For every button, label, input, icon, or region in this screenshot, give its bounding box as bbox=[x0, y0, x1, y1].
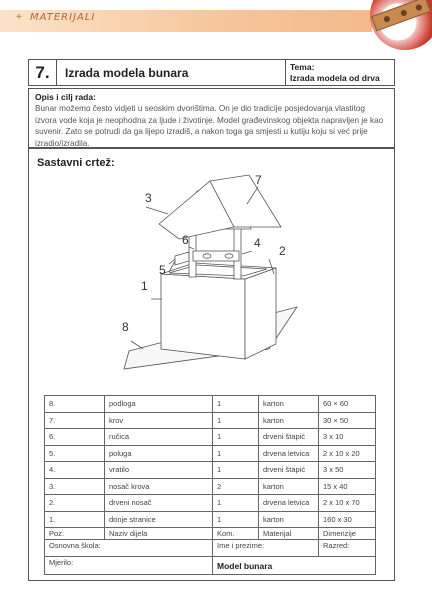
cell-name: poluga bbox=[105, 445, 213, 462]
callout-8: 8 bbox=[122, 320, 129, 334]
cell-dim: 2 x 10 x 70 bbox=[319, 495, 376, 512]
cell-qty: 1 bbox=[213, 462, 259, 479]
cell-qty: 1 bbox=[213, 396, 259, 413]
cell-material: drveni štapić bbox=[259, 462, 319, 479]
table-row bbox=[45, 396, 376, 413]
table-header-row bbox=[45, 528, 376, 540]
table-row bbox=[45, 462, 376, 479]
cell-material: karton bbox=[259, 511, 319, 528]
cell-material: drvena letvica bbox=[259, 445, 319, 462]
header-num: Poz. bbox=[45, 528, 105, 540]
cell-num: 4. bbox=[45, 462, 105, 479]
cell-dim: 3 x 10 bbox=[319, 429, 376, 446]
table-row bbox=[45, 429, 376, 446]
cell-dim: 15 x 40 bbox=[319, 478, 376, 495]
callout-2: 2 bbox=[279, 244, 286, 258]
table-row bbox=[45, 412, 376, 429]
cell-material: karton bbox=[259, 412, 319, 429]
table-row bbox=[45, 445, 376, 462]
cell-num: 5. bbox=[45, 445, 105, 462]
name-label: Ime i prezime: bbox=[213, 540, 319, 557]
page-header bbox=[0, 0, 432, 36]
cell-name: nosač krova bbox=[105, 478, 213, 495]
cell-dim: 3 x 50 bbox=[319, 462, 376, 479]
cell-num: 3. bbox=[45, 478, 105, 495]
cell-qty: 1 bbox=[213, 495, 259, 512]
description-heading: Opis i cilj rada: bbox=[35, 92, 96, 102]
tema-label: Tema: bbox=[290, 62, 315, 72]
table-row bbox=[45, 511, 376, 528]
scale-label: Mjerilo: bbox=[45, 557, 213, 575]
well-drawing bbox=[29, 169, 394, 394]
drawing-heading: Sastavni crtež: bbox=[37, 157, 115, 169]
stick-hole bbox=[400, 9, 408, 17]
cell-num: 1. bbox=[45, 511, 105, 528]
cell-num: 2. bbox=[45, 495, 105, 512]
cell-material: drveni štapić bbox=[259, 429, 319, 446]
cell-num: 6. bbox=[45, 429, 105, 446]
lesson-title: Izrada modela bunara bbox=[65, 66, 189, 80]
class-label: Razred: bbox=[319, 540, 376, 557]
cell-qty: 1 bbox=[213, 445, 259, 462]
cell-name: ručica bbox=[105, 429, 213, 446]
cell-name: krov bbox=[105, 412, 213, 429]
box-front bbox=[161, 274, 245, 359]
callout-5: 5 bbox=[159, 263, 166, 277]
cell-num: 7. bbox=[45, 412, 105, 429]
cell-qty: 2 bbox=[213, 478, 259, 495]
model-name: Model bunara bbox=[213, 557, 376, 575]
callout-6: 6 bbox=[182, 233, 189, 247]
stick-hole bbox=[415, 4, 423, 12]
header-plus: + bbox=[16, 12, 22, 23]
description-text: Bunar možemo često vidjeti u seoskim dvorištima. On je dio tradicije posjedovanja vlastitog izvora vode koja je neophodna za ljude i životinje. Model građevinskog objekta napravljen je kao suvenir. Zato se potrudi da ga lijepo izradiš, a nakon toga ga smjesti u kutiju koju si već prije izradio/izradila. bbox=[35, 104, 384, 148]
lever bbox=[175, 252, 189, 265]
callout-4: 4 bbox=[254, 236, 261, 250]
cell-qty: 1 bbox=[213, 412, 259, 429]
cell-name: podloga bbox=[105, 396, 213, 413]
lesson-number: 7. bbox=[29, 60, 57, 85]
cell-material: drvena letvica bbox=[259, 495, 319, 512]
stick-hole bbox=[383, 15, 391, 23]
parts-table bbox=[44, 395, 376, 575]
cell-qty: 1 bbox=[213, 429, 259, 446]
cell-name: donje stranice bbox=[105, 511, 213, 528]
cell-dim: 2 x 10 x 20 bbox=[319, 445, 376, 462]
windlass bbox=[193, 251, 239, 261]
callout-1: 1 bbox=[141, 279, 148, 293]
footer-row-1 bbox=[45, 540, 376, 557]
footer-row-2 bbox=[45, 557, 376, 575]
lesson-title-box bbox=[28, 59, 395, 86]
header-name: Naziv dijela bbox=[105, 528, 213, 540]
cell-name: vratilo bbox=[105, 462, 213, 479]
header-qty: Kom. bbox=[213, 528, 259, 540]
tema-box bbox=[285, 60, 395, 85]
cell-dim: 30 × 50 bbox=[319, 412, 376, 429]
school-label: Osnovna škola: bbox=[45, 540, 213, 557]
table-row bbox=[45, 495, 376, 512]
description-box bbox=[28, 88, 395, 148]
cell-num: 8. bbox=[45, 396, 105, 413]
box-right bbox=[245, 268, 276, 359]
header-material: Materijal bbox=[259, 528, 319, 540]
cell-name: drveni nosač bbox=[105, 495, 213, 512]
callout-7: 7 bbox=[255, 173, 262, 187]
tema-value: Izrada modela od drva bbox=[290, 73, 380, 83]
cell-material: karton bbox=[259, 396, 319, 413]
table-row bbox=[45, 478, 376, 495]
cell-dim: 60 × 60 bbox=[319, 396, 376, 413]
callout-3: 3 bbox=[145, 191, 152, 205]
cell-material: karton bbox=[259, 478, 319, 495]
cell-qty: 1 bbox=[213, 511, 259, 528]
section-label: MATERIJALI bbox=[30, 12, 96, 23]
cell-dim: 160 x 30 bbox=[319, 511, 376, 528]
header-dim: Dimenzije bbox=[319, 528, 376, 540]
